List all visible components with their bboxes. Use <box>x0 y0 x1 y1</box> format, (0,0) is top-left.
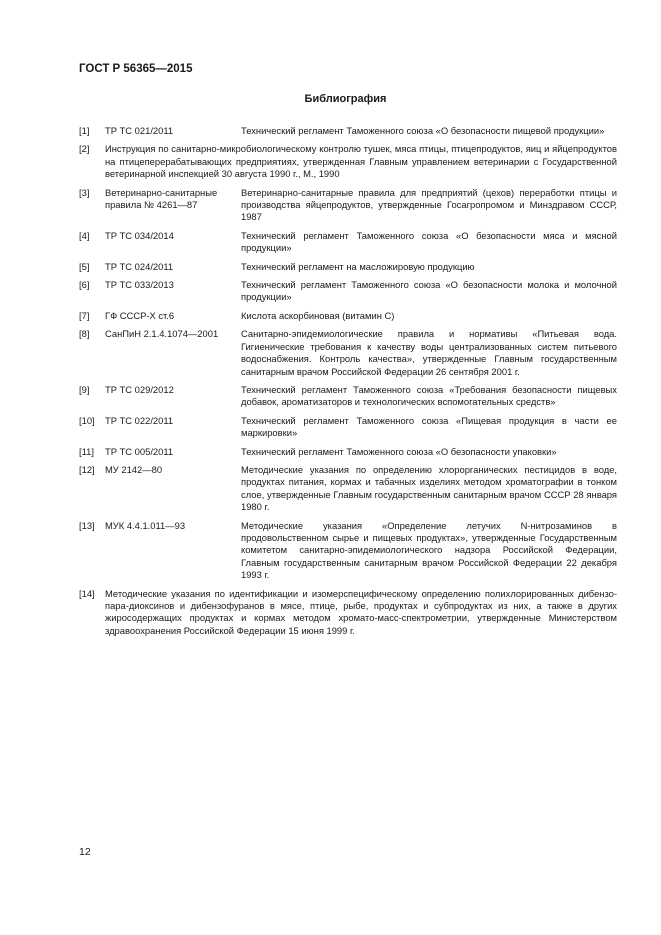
section-title: Библиография <box>304 93 387 105</box>
bibliography-entry <box>79 588 617 638</box>
bibliography-entry <box>79 187 617 224</box>
entry-description: Технический регламент Таможенного союза «О безопасности пищевой продукции» <box>241 125 605 136</box>
entry-code: МУ 2142—80 <box>105 463 163 475</box>
entry-description: Инструкция по санитарно-микробиологическому контролю тушек, мяса птицы, птицепродуктов, яиц и яйцепродуктов на птицеперерабатывающих предприятиях, утвержденная Главным управлением ветеринарии с Государственной ветеринарной инспекцией 30 августа 1990 г., М., 1990 <box>105 143 617 180</box>
entry-description: Технический регламент Таможенного союза «О безопасности мяса и мясной продукции» <box>241 229 617 254</box>
entry-description: Кислота аскорбиновая (витамин С) <box>241 309 395 321</box>
bibliography-entry <box>79 415 617 440</box>
entry-number: [10] <box>79 414 95 426</box>
entry-description: Технический регламент на масложировую продукцию <box>241 260 475 272</box>
entry-code: ТР ТС 024/2011 <box>105 260 174 272</box>
entry-description: Методические указания по идентификации и изомерспецифическому определению полихлорированных дибензо-пара-диоксинов и дибензофуранов в мясе, птице, рыбе, продуктах и субпродуктах из них, а также в других жиросодержащих продуктах и кормах методом хромато-масс-спектрометрии, утвержденные Министерством здравоохранения Российской Федерации 15 июня 1999 г. <box>105 587 617 636</box>
entry-number: [12] <box>79 463 95 475</box>
bibliography-entry <box>79 279 617 304</box>
bibliography-entry <box>79 384 617 409</box>
entry-number: [2] <box>79 143 90 155</box>
bibliography-list <box>79 125 617 643</box>
bibliography-entry <box>79 125 617 137</box>
entry-number: [11] <box>79 445 94 457</box>
entry-code: Ветеринарно-санитарные правила № 4261—87 <box>105 186 218 211</box>
entry-code: ТР ТС 022/2011 <box>105 414 174 426</box>
entry-number: [6] <box>79 279 90 291</box>
bibliography-entry <box>79 446 617 458</box>
entry-number: [13] <box>79 519 95 531</box>
entry-code: ТР ТС 034/2014 <box>105 229 174 241</box>
bibliography-entry <box>79 520 617 582</box>
bibliography-entry <box>79 464 617 514</box>
entry-number: [4] <box>79 229 90 241</box>
entry-code: ТР ТС 005/2011 <box>105 445 174 457</box>
entry-description: Технический регламент Таможенного союза «Пищевая продукция в части ее маркировки» <box>241 414 617 439</box>
entry-number: [7] <box>79 309 90 321</box>
entry-number: [1] <box>79 125 90 136</box>
entry-description: Методические указания по определению хлорорганических пестицидов в воде, продуктах питания, кормах и табачных изделиях методом хроматографии в тонком слое, утвержденные Главным государственным санитарным врачом СССР 28 января 1980 г. <box>241 463 617 513</box>
entry-number: [5] <box>79 260 90 272</box>
entry-description: Санитарно-эпидемиологические правила и нормативы «Питьевая вода. Гигиенические требования к качеству воды централизованных систем питьевого водоснабжения. Контроль качества», утвержденные Главным государственным санитарным врачом Российской Федерации 26 сентября 2001 г. <box>241 328 617 377</box>
entry-code: ТР ТС 021/2011 <box>105 125 174 136</box>
entry-number: [8] <box>79 328 90 340</box>
entry-code: СанПиН 2.1.4.1074—2001 <box>105 328 219 340</box>
entry-description: Ветеринарно-санитарные правила для предприятий (цехов) переработки птицы и производства яйцепродуктов, утвержденные Госагропромом и Минздравом СССР, 1987 <box>241 186 617 223</box>
bibliography-entry <box>79 261 617 273</box>
bibliography-entry <box>79 328 617 378</box>
entry-code: ТР ТС 033/2013 <box>105 279 174 291</box>
bibliography-entry <box>79 143 617 180</box>
entry-description: Технический регламент Таможенного союза «О безопасности упаковки» <box>241 445 557 457</box>
entry-code: ТР ТС 029/2012 <box>105 383 174 395</box>
standard-code: ГОСТ Р 56365—2015 <box>79 63 193 75</box>
entry-code: ГФ СССР-Х ст.6 <box>105 309 175 321</box>
entry-description: Технический регламент Таможенного союза «Требования безопасности пищевых добавок, ароматизаторов и технологических вспомогательных средств» <box>241 383 617 408</box>
bibliography-entry <box>79 230 617 255</box>
entry-description: Методические указания «Определение летучих N-нитрозаминов в продовольственном сырье и пищевых продуктах», утвержденные Государственным комитетом санитарно-эпидемиологического надзора Российской Федерации, Главным государственным санитарным врачом Российской Федерации 22 декабря 1993 г. <box>241 519 617 581</box>
bibliography-entry <box>79 310 617 322</box>
entry-number: [9] <box>79 383 90 395</box>
page-number: 12 <box>79 846 91 858</box>
entry-number: [3] <box>79 186 90 198</box>
entry-description: Технический регламент Таможенного союза «О безопасности молока и молочной продукции» <box>241 279 617 303</box>
entry-number: [14] <box>79 587 95 599</box>
entry-code: МУК 4.4.1.011—93 <box>105 519 186 531</box>
